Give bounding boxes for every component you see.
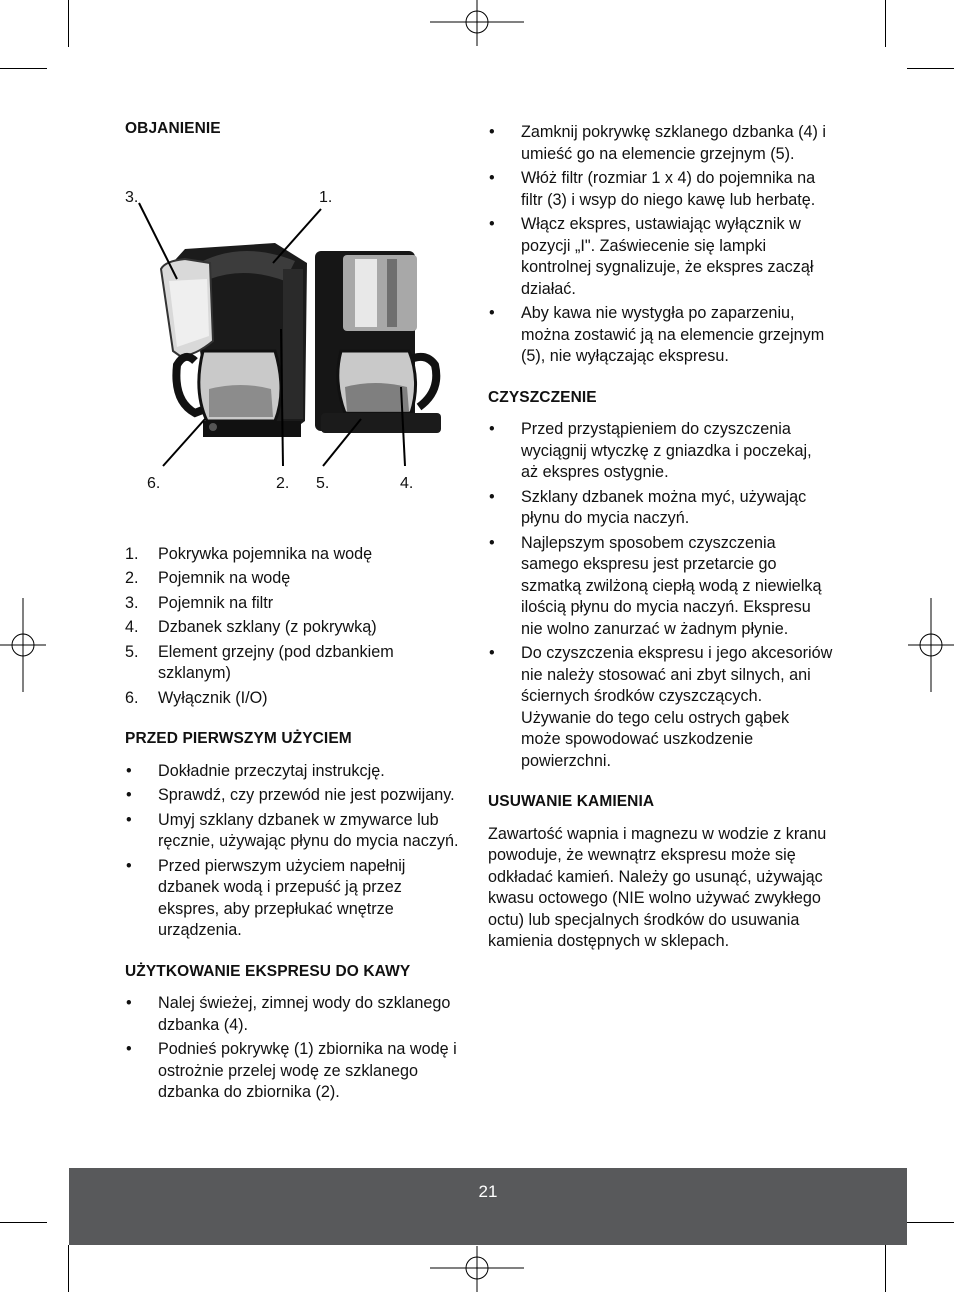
list-item xyxy=(488,419,833,484)
item-text: Element grzejny (pod dzbankiem szklanym) xyxy=(158,642,394,682)
registration-mark-icon xyxy=(430,1246,524,1292)
bullet: • xyxy=(489,533,495,552)
coffee-maker-figure xyxy=(125,151,470,492)
item-number: 2. xyxy=(125,569,139,587)
list-item xyxy=(488,487,833,530)
bullet: • xyxy=(489,420,495,438)
item-text: Pojemnik na wodę xyxy=(158,569,291,587)
list-item xyxy=(125,1039,465,1104)
crop-mark xyxy=(68,0,69,47)
item-number: 4. xyxy=(125,618,139,636)
section-title-using-coffee-maker: UŻYTKOWANIE EKSPRESU DO KAWY xyxy=(125,962,411,980)
item-text: Aby kawa nie wystygła po zaparzeniu, można zostawić ją na elemencie grzejnym (5), nie wyłączając ekspresu. xyxy=(521,304,825,365)
footer-bar xyxy=(69,1168,907,1245)
item-text: Podnieś pokrywkę (1) zbiornika na wodę i ostrożnie przelej wodę ze szklanego dzbanka do zbiornika (2). xyxy=(158,1040,457,1101)
left-column xyxy=(125,118,465,1107)
bullet: • xyxy=(489,215,495,233)
figure-label-3: 3. xyxy=(125,188,139,206)
item-text: Do czyszczenia ekspresu i jego akcesoriów nie należy stosować ani zbyt silnych, ani ściernych środków czyszczących. Używanie do tego celu ostrych gąbek może spowodować uszkodzenie powierzchni. xyxy=(521,644,833,770)
parts-list xyxy=(125,544,465,710)
cleaning-list xyxy=(488,419,833,772)
figure-label-5: 5. xyxy=(316,474,330,492)
list-item xyxy=(488,643,833,772)
figure-label-2: 2. xyxy=(276,474,290,492)
parts-list-item xyxy=(125,688,465,710)
parts-list-item xyxy=(125,544,465,566)
item-text: Pokrywka pojemnika na wodę xyxy=(158,544,373,563)
list-item xyxy=(125,993,465,1036)
crop-mark xyxy=(885,1245,886,1292)
descaling-paragraph: Zawartość wapnia i magnezu w wodzie z kranu powoduje, że wewnątrz ekspresu może się odkładać kamień. Należy go usunąć, używając kwasu octowego (NIE wolno używać zwykłego octu) lub specjalnych środków do usuwania kamienia dostępnych w sklepach. xyxy=(488,824,827,950)
item-text: Wyłącznik (I/O) xyxy=(158,688,268,707)
item-number: 3. xyxy=(125,593,139,612)
item-text: Przed pierwszym użyciem napełnij dzbanek wodą i przepuść ją przez ekspres, aby przepłukać wnętrze urządzenia. xyxy=(158,856,406,939)
bullet: • xyxy=(126,856,132,875)
list-item xyxy=(488,303,833,368)
crop-mark xyxy=(907,68,954,69)
item-text: Szklany dzbanek można myć, używając płynu do mycia naczyń. xyxy=(521,487,807,527)
registration-mark-icon xyxy=(0,598,46,692)
item-text: Pojemnik na filtr xyxy=(158,593,274,612)
item-number: 5. xyxy=(125,642,139,661)
section-title-before-first-use: PRZED PIERWSZYM UŻYCIEM xyxy=(125,730,352,747)
crop-mark xyxy=(907,1222,954,1223)
crop-mark xyxy=(68,1245,69,1292)
list-item xyxy=(125,785,465,807)
list-item xyxy=(488,168,833,211)
item-text: Umyj szklany dzbanek w zmywarce lub ręcznie, używając płynu do mycia naczyń. xyxy=(158,810,459,850)
section-title-descaling: USUWANIE KAMIENIA xyxy=(488,793,655,810)
item-text: Włóż filtr (rozmiar 1 x 4) do pojemnika na filtr (3) i wsyp do niego kawę lub herbatę. xyxy=(521,169,816,209)
registration-mark-icon xyxy=(430,0,524,46)
item-text: Najlepszym sposobem czyszczenia samego ekspresu jest przetarcie go szmatką zwilżoną ciepłą wodą z niewielką ilością płynu do mycia naczyń. Ekspresu nie wolno zanurzać w żadnym płynie. xyxy=(521,533,822,638)
bullet: • xyxy=(126,810,132,829)
registration-mark-icon xyxy=(908,598,954,692)
bullet: • xyxy=(126,761,132,780)
list-item xyxy=(125,856,465,942)
item-number: 6. xyxy=(125,688,139,707)
item-text: Nalej świeżej, zimnej wody do szklanego dzbanka (4). xyxy=(158,994,451,1034)
right-column xyxy=(488,122,833,953)
bullet: • xyxy=(489,169,495,187)
item-text: Dokładnie przeczytaj instrukcję. xyxy=(158,761,385,780)
parts-list-item xyxy=(125,617,465,639)
page-number: 21 xyxy=(478,1182,498,1201)
list-item xyxy=(488,122,833,165)
list-item xyxy=(125,810,465,853)
bullet: • xyxy=(126,786,132,804)
bullet: • xyxy=(489,123,495,141)
parts-list-item xyxy=(125,642,465,685)
list-item xyxy=(125,761,465,783)
parts-list-item xyxy=(125,568,465,590)
figure-label-6: 6. xyxy=(147,474,161,492)
list-item xyxy=(488,214,833,300)
item-text: Przed przystąpieniem do czyszczenia wyciągnij wtyczkę z gniazdka i poczekaj, aż ekspres ostygnie. xyxy=(521,420,812,481)
bullet: • xyxy=(489,487,495,506)
crop-mark xyxy=(0,1222,47,1223)
parts-list-item xyxy=(125,593,465,615)
bullet: • xyxy=(489,644,495,662)
using-coffee-maker-list-continued xyxy=(488,122,833,368)
bullet: • xyxy=(126,994,132,1012)
crop-mark xyxy=(885,0,886,47)
figure-label-4: 4. xyxy=(400,474,414,492)
using-coffee-maker-list xyxy=(125,993,465,1104)
coffee-maker-illustration xyxy=(125,151,470,486)
section-title-description: OBJANIENIE xyxy=(125,120,221,137)
bullet: • xyxy=(126,1040,132,1058)
item-number: 1. xyxy=(125,544,139,563)
before-first-use-list xyxy=(125,761,465,942)
item-text: Włącz ekspres, ustawiając wyłącznik w pozycji „I". Zaświecenie się lampki kontrolnej sygnalizuje, że ekspres zaczął działać. xyxy=(521,215,814,298)
bullet: • xyxy=(489,304,495,322)
list-item xyxy=(488,533,833,641)
figure-label-1: 1. xyxy=(319,188,333,206)
item-text: Zamknij pokrywkę szklanego dzbanka (4) i umieść go na elemencie grzejnym (5). xyxy=(521,123,826,163)
section-title-cleaning: CZYSZCZENIE xyxy=(488,388,597,406)
item-text: Sprawdź, czy przewód nie jest pozwijany. xyxy=(158,786,455,804)
crop-mark xyxy=(0,68,47,69)
item-text: Dzbanek szklany (z pokrywką) xyxy=(158,618,377,636)
